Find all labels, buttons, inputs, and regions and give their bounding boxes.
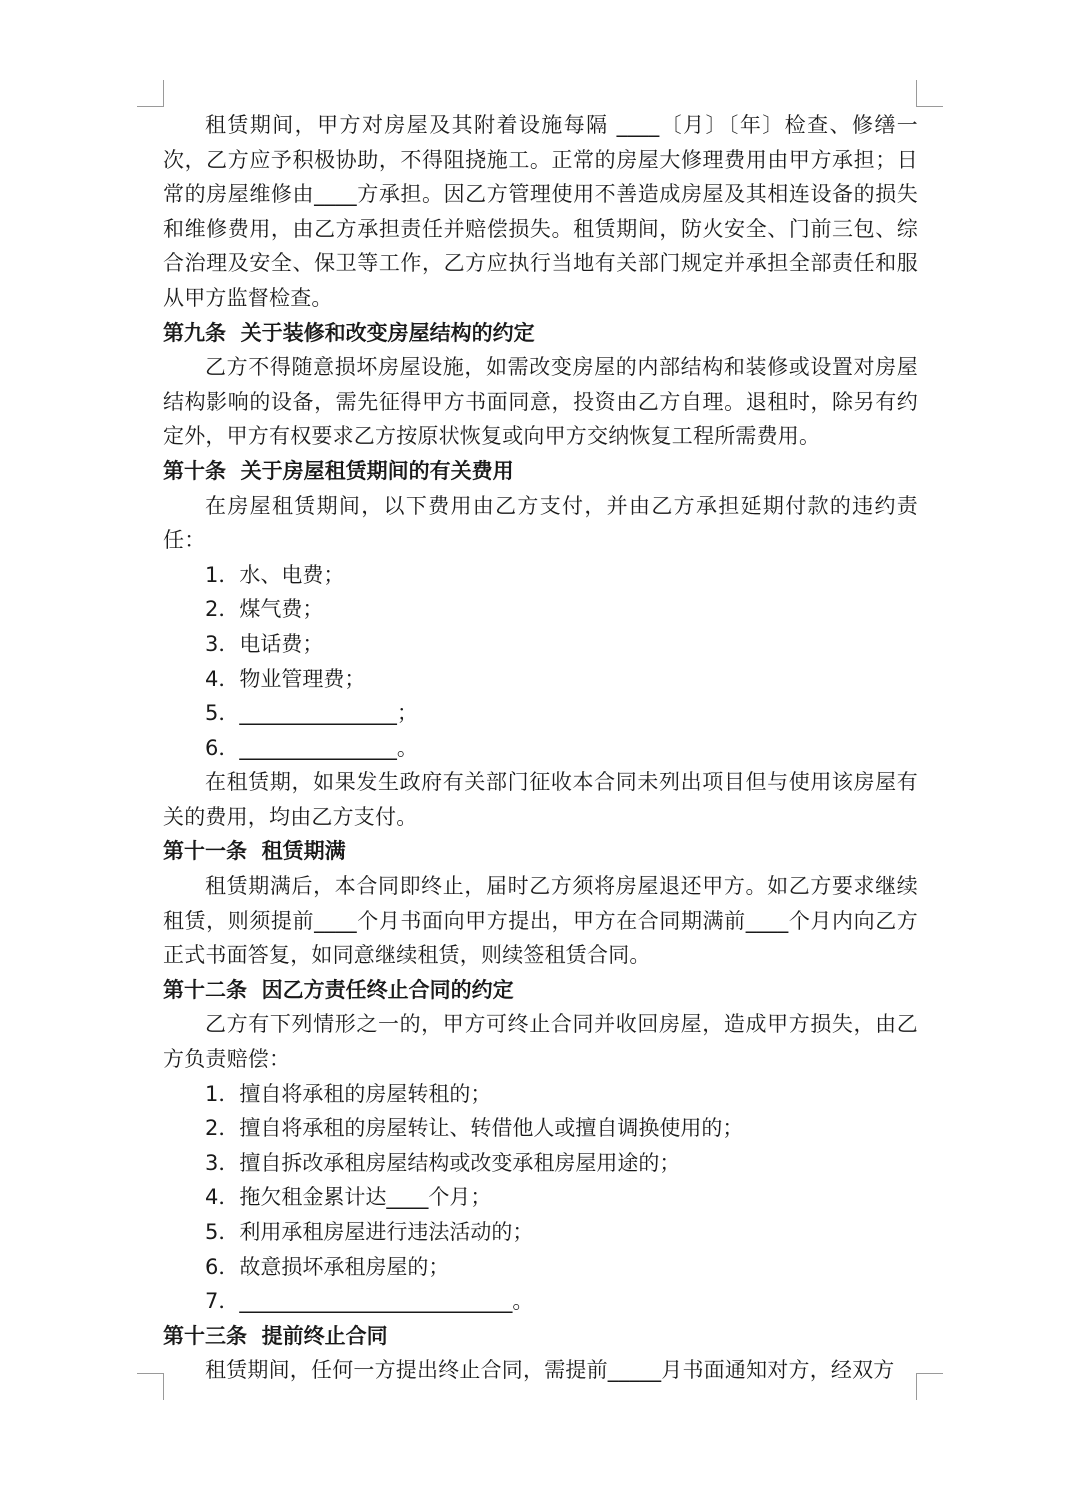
list-item-fee-6: 6．_______________。 — [205, 735, 418, 760]
list-item-fee-2: 2．煤气费； — [205, 597, 324, 622]
list-item-breach-6: 6．故意损坏承租房屋的； — [205, 1254, 450, 1279]
paragraph-early-termination: 租赁期间，任何一方提出终止合同，需提前_____月书面通知对方，经双方 — [205, 1358, 895, 1383]
list-item-breach-2: 2．擅自将承租的房屋转让、转借他人或擅自调换使用的； — [205, 1116, 744, 1141]
paragraph-fees-intro: 在房屋租赁期间，以下费用由乙方支付，并由乙方承担延期付款的违约责任： — [163, 493, 918, 553]
paragraph-maintenance: 租赁期间，甲方对房屋及其附着设施每隔 ____〔月〕〔年〕检查、修缮一次，乙方应予积极协助，不得阻挠施工。正常的房屋大修理费用由甲方承担；日常的房屋维修由____方承担。因乙方管理使用不善造成房屋及其相连设备的损失和维修费用，由乙方承担责任并赔偿损失。租赁期间，防火安全、门前三包、综合治理及安全、保卫等工作，乙方应执行当地有关部门规定并承担全部责任和服从甲方监督检查。 — [163, 113, 918, 310]
paragraph-termination-intro: 乙方有下列情形之一的，甲方可终止合同并收回房屋，造成甲方损失，由乙方负责赔偿： — [163, 1012, 918, 1072]
list-item-fee-1: 1．水、电费； — [205, 562, 345, 587]
list-item-fee-3: 3．电话费； — [205, 631, 324, 656]
document-page-body — [163, 108, 918, 1388]
paragraph-renovation: 乙方不得随意损坏房屋设施，如需改变房屋的内部结构和装修或设置对房屋结构影响的设备，需先征得甲方书面同意，投资由乙方自理。退租时，除另有约定外，甲方有权要求乙方按原状恢复或向甲方交纳恢复工程所需费用。 — [163, 355, 918, 449]
list-item-breach-5: 5．利用承租房屋进行违法活动的； — [205, 1220, 534, 1244]
list-item-breach-7: 7．__________________________。 — [205, 1289, 534, 1314]
paragraph-government-fees: 在租赁期，如果发生政府有关部门征收本合同未列出项目但与使用该房屋有关的费用，均由乙方支付。 — [163, 770, 918, 829]
heading-article-11: 第十一条 租赁期满 — [163, 839, 346, 864]
heading-article-13: 第十三条 提前终止合同 — [163, 1323, 388, 1348]
page-corner-mark-bottom-left — [137, 1373, 164, 1400]
list-item-breach-3: 3．擅自拆改承租房屋结构或改变承租房屋用途的； — [205, 1150, 681, 1175]
page-corner-mark-top-left — [137, 80, 164, 107]
heading-article-12: 第十二条 因乙方责任终止合同的约定 — [163, 977, 514, 1002]
paragraph-lease-expiry: 租赁期满后，本合同即终止，届时乙方须将房屋退还甲方。如乙方要求继续租赁，则须提前____个月书面向甲方提出，甲方在合同期满前____个月内向乙方正式书面答复，如同意继续租赁，则续签租赁合同。 — [163, 874, 918, 968]
page-corner-mark-top-right — [916, 80, 943, 107]
list-item-fee-5: 5．_______________； — [205, 701, 418, 726]
page-corner-mark-bottom-right — [916, 1373, 943, 1400]
list-item-breach-1: 1．擅自将承租的房屋转租的； — [205, 1081, 492, 1106]
heading-article-9: 第九条 关于装修和改变房屋结构的约定 — [163, 320, 535, 345]
list-item-breach-4: 4．拖欠租金累计达____个月； — [205, 1185, 492, 1210]
heading-article-10: 第十条 关于房屋租赁期间的有关费用 — [163, 458, 514, 483]
list-item-fee-4: 4．物业管理费； — [205, 666, 366, 691]
